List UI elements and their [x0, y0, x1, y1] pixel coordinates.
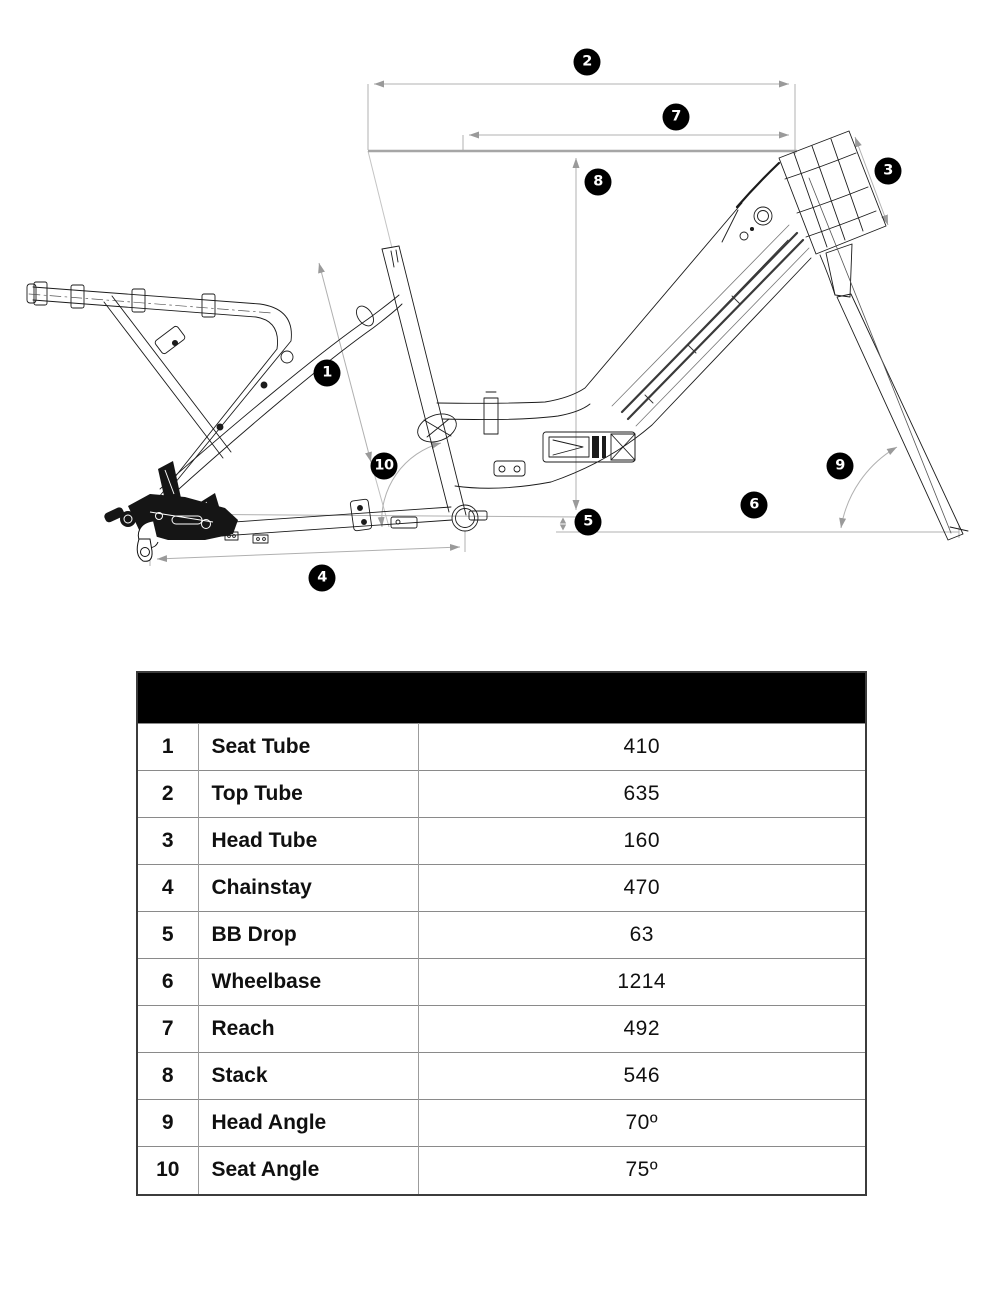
table-row: [138, 771, 865, 818]
row-label: Top Tube: [198, 771, 418, 818]
bike-frame-drawing: [0, 0, 1000, 630]
callout-8: 8: [585, 169, 612, 196]
row-number: 5: [138, 912, 198, 959]
callout-4: 4: [309, 565, 336, 592]
row-label: Chainstay: [198, 865, 418, 912]
row-label: Seat Angle: [198, 1147, 418, 1194]
table-row: [138, 724, 865, 771]
table-row: [138, 1147, 865, 1194]
row-value: 1214: [418, 959, 865, 1006]
table-row: [138, 818, 865, 865]
row-number: 7: [138, 1006, 198, 1053]
callout-1: 1: [314, 360, 341, 387]
row-label: Stack: [198, 1053, 418, 1100]
row-number: 8: [138, 1053, 198, 1100]
callout-2: 2: [574, 49, 601, 76]
callout-7: 7: [663, 104, 690, 131]
table-row: [138, 959, 865, 1006]
row-label: Reach: [198, 1006, 418, 1053]
row-number: 1: [138, 724, 198, 771]
row-label: Wheelbase: [198, 959, 418, 1006]
row-value: 546: [418, 1053, 865, 1100]
row-number: 2: [138, 771, 198, 818]
callout-6: 6: [741, 492, 768, 519]
row-value: 470: [418, 865, 865, 912]
row-value: 160: [418, 818, 865, 865]
row-value: 492: [418, 1006, 865, 1053]
row-label: Head Tube: [198, 818, 418, 865]
table-row: [138, 1006, 865, 1053]
row-number: 3: [138, 818, 198, 865]
table-row: [138, 865, 865, 912]
row-value: 70º: [418, 1100, 865, 1147]
frame-geometry-diagram: [0, 0, 1000, 630]
geometry-table: [136, 671, 867, 1196]
callout-10: 10: [371, 453, 398, 480]
table-header-bar: [138, 673, 865, 723]
row-number: 10: [138, 1147, 198, 1194]
table-row: [138, 912, 865, 959]
callout-3: 3: [875, 158, 902, 185]
row-value: 75º: [418, 1147, 865, 1194]
row-value: 410: [418, 724, 865, 771]
table-row: [138, 1053, 865, 1100]
callout-5: 5: [575, 509, 602, 536]
row-label: Seat Tube: [198, 724, 418, 771]
row-number: 4: [138, 865, 198, 912]
row-value: 635: [418, 771, 865, 818]
row-label: Head Angle: [198, 1100, 418, 1147]
row-label: BB Drop: [198, 912, 418, 959]
row-value: 63: [418, 912, 865, 959]
callout-9: 9: [827, 453, 854, 480]
row-number: 6: [138, 959, 198, 1006]
rear-dropout-hardware: [103, 461, 238, 561]
row-number: 9: [138, 1100, 198, 1147]
geometry-rows: [138, 723, 865, 1194]
dimension-lines: [150, 84, 959, 566]
table-row: [138, 1100, 865, 1147]
